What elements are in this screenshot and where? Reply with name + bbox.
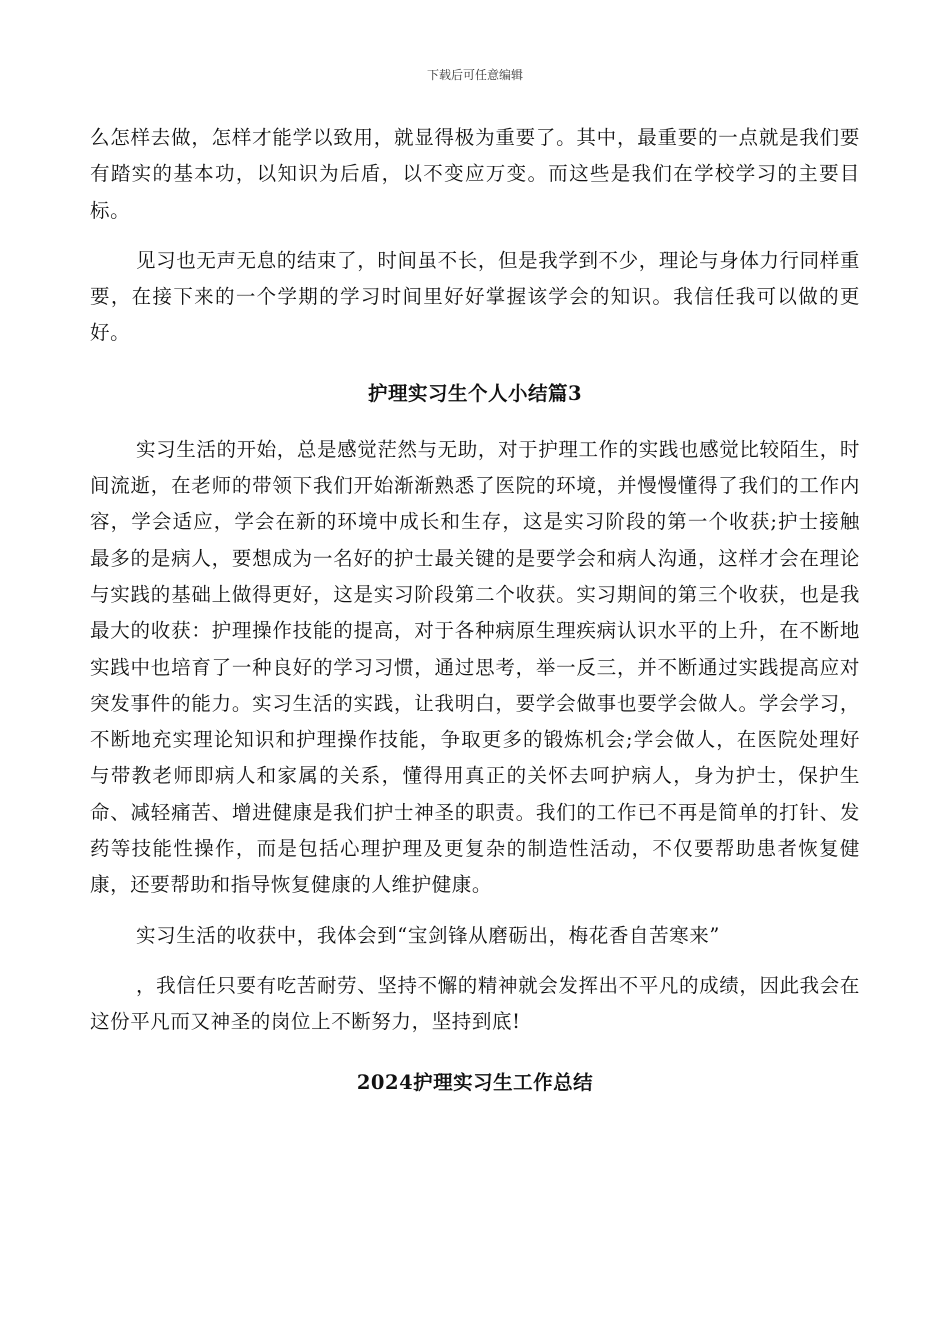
page-header-note: 下载后可任意编辑 [426, 68, 523, 82]
paragraph-intro: 么怎样去做，怎样才能学以致用，就显得极为重要了。其中，最重要的一点就是我们要有踏实的基本功，以知识为后盾，以不变应万变。而这些是我们在学校学习的主要目标。 [90, 126, 860, 222]
next-section-heading: 2024护理实习生工作总结 [356, 1070, 594, 1094]
paragraph-section-main: 实习生活的开始，总是感觉茫然与无助，对于护理工作的实践也感觉比较陌生，时间流逝，在老师的带领下我们开始渐渐熟悉了医院的环境，并慢慢懂得了我们的工作内容，学会适应，学会在新的环境中成长和生存，这是实习阶段的第一个收获;护士接触最多的是病人，要想成为一名好的护士最关键的是要学会和病人沟通，这样才会在理论与实践的基础上做得更好，这是实习阶段第二个收获。实习期间的第三个收获，也是我最大的收获：护理操作技能的提高，对于各种病原生理疾病认识水平的上升，在不断地实践中也培育了一种良好的学习习惯，通过思考，举一反三，并不断通过实践提高应对突发事件的能力。实习生活的实践，让我明白，要学会做事也要学会做人。学会学习，不断地充实理论知识和护理操作技能，争取更多的锻炼机会;学会做人，在医院处理好与带教老师即病人和家属的关系，懂得用真正的关怀去呵护病人，身为护士，保护生命、减轻痛苦、增进健康是我们护士神圣的职责。我们的工作已不再是简单的打针、发药等技能性操作，而是包括心理护理及更复杂的制造性活动，不仅要帮助患者恢复健康，还要帮助和指导恢复健康的人维护健康。 [90, 437, 860, 897]
document-body [90, 120, 860, 1121]
section-heading: 护理实习生个人小结篇3 [367, 381, 583, 405]
paragraph-conclusion: 见习也无声无息的结束了，时间虽不长，但是我学到不少，理论与身体力行同样重要，在接下来的一个学期的学习时间里好好掌握该学会的知识。我信任我可以做的更好。 [90, 248, 860, 345]
paragraph-quote: 实习生活的收获中，我体会到“宝剑锋从磨砺出，梅花香自苦寒来” [136, 923, 720, 947]
paragraph-closing: ，我信任只要有吃苦耐劳、坚持不懈的精神就会发挥出不平凡的成绩，因此我会在这份平凡而又神圣的岗位上不断努力，坚持到底! [90, 973, 860, 1034]
